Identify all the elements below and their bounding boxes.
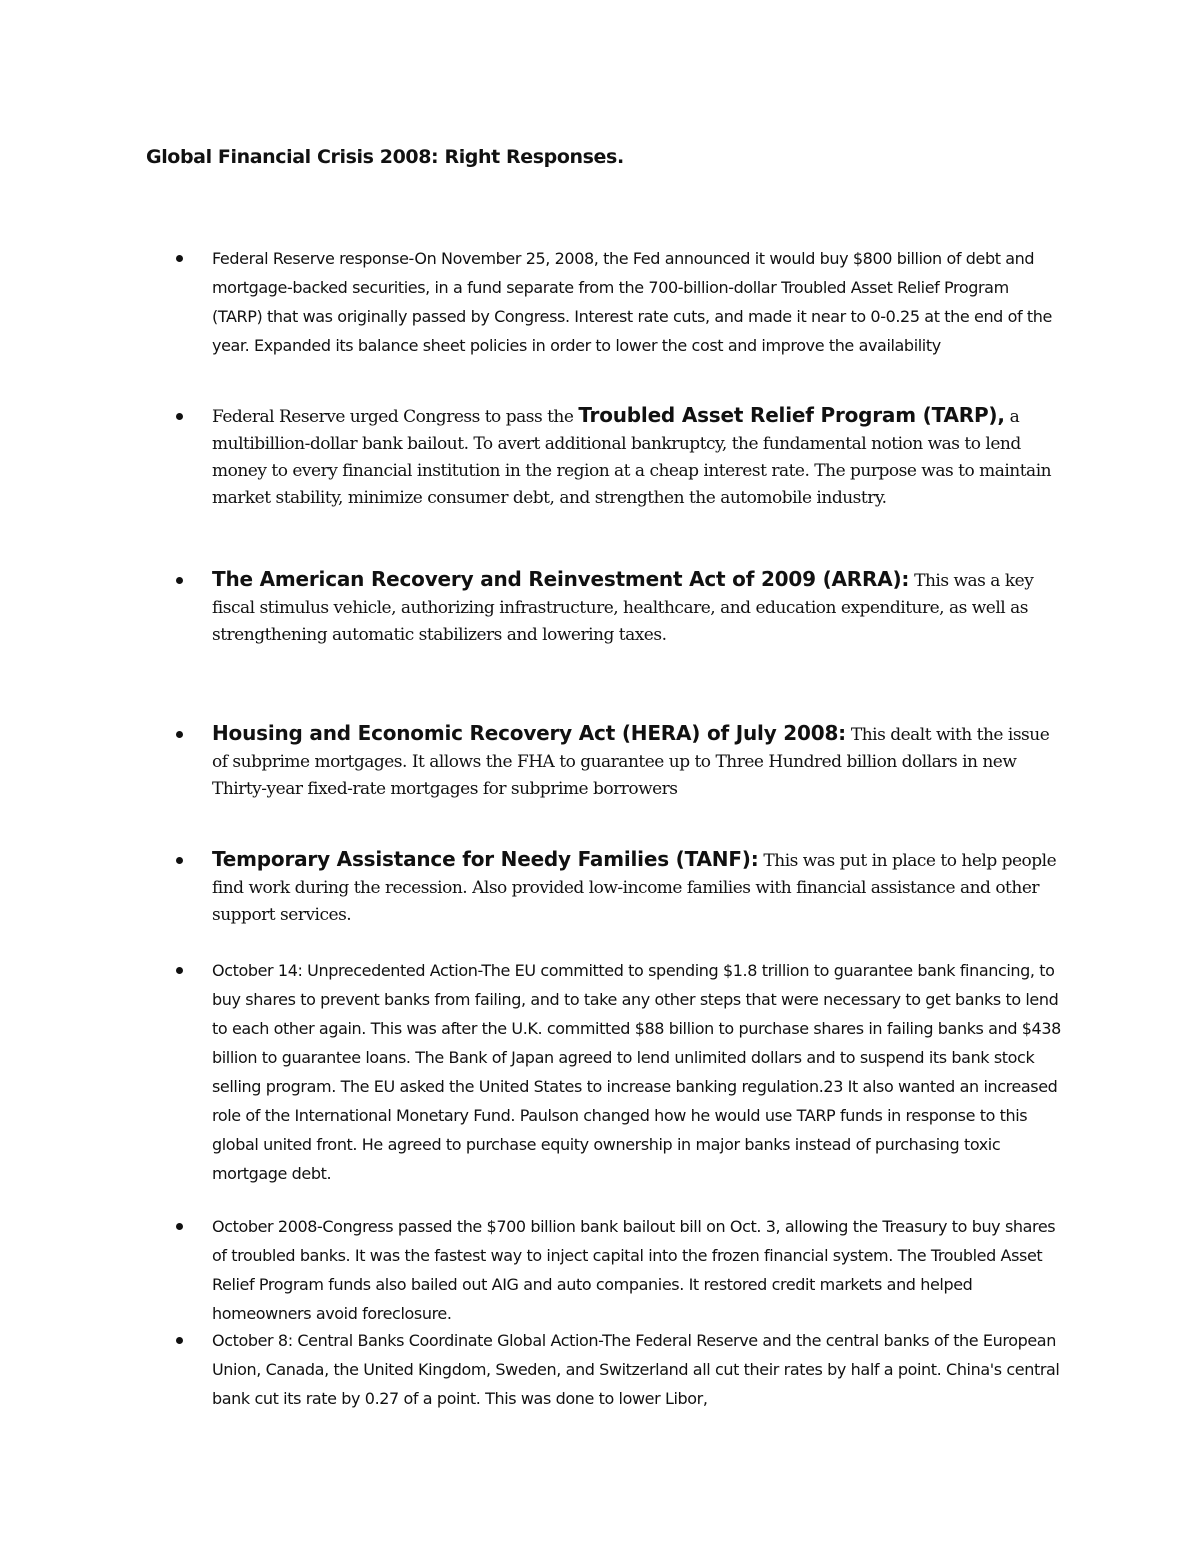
bullet-icon [176,1223,183,1230]
item-heading: Temporary Assistance for Needy Families (TANF): [212,847,759,871]
item-text: October 14: Unprecedented Action-The EU committed to spending $1.8 trillion to guarantee bank financing, to buy shares to prevent banks from failing, and to take any other steps that were necessary to get banks to lend to each other again. This was after the U.K. committed $88 billion to purchase shares in failing banks and $438 billion to guarantee loans. The Bank of Japan agreed to lend unlimited dollars and to suspend its bank stock selling program. The EU asked the United States to increase banking regulation.23 It also wanted an increased role of the International Monetary Fund. Paulson changed how he would use TARP funds in response to this global united front. He agreed to purchase equity ownership in major banks instead of purchasing toxic mortgage debt. [212,961,1061,1183]
item-text: a multibillion-dollar bank bailout. To avert additional bankruptcy, the fundamental notion was to lend money to every financial institution in the region at a cheap interest rate. The purpose was to maintain market stability, minimize consumer debt, and strengthen the automobile industry. [212,407,1052,508]
item-heading: The American Recovery and Reinvestment Act of 2009 (ARRA): [212,567,910,591]
bullet-icon [176,255,183,262]
item-text: October 8: Central Banks Coordinate Global Action-The Federal Reserve and the central banks of the European Union, Canada, the United Kingdom, Sweden, and Switzerland all cut their rates by half a point. China's central bank cut its rate by 0.27 of a point. This was done to lower Libor, [212,1331,1060,1408]
item-text: This was a key fiscal stimulus vehicle, authorizing infrastructure, healthcare, and education expenditure, as well as strengthening automatic stabilizers and lowering taxes. [212,571,1034,645]
list-item-october-2008 [212,1212,1062,1328]
item-heading: Housing and Economic Recovery Act (HERA) of July 2008: [212,721,846,745]
list-item-arra [212,566,1062,649]
item-text: This dealt with the issue of subprime mortgages. It allows the FHA to guarantee up to Three Hundred billion dollars in new Thirty-year fixed-rate mortgages for subprime borrowers [212,725,1050,799]
bullet-icon [176,731,183,738]
item-text: October 2008-Congress passed the $700 billion bank bailout bill on Oct. 3, allowing the Treasury to buy shares of troubled banks. It was the fastest way to inject capital into the frozen financial system. The Troubled Asset Relief Program funds also bailed out AIG and auto companies. It restored credit markets and helped homeowners avoid foreclosure. [212,1217,1056,1323]
item-text: This was put in place to help people find work during the recession. Also provided low-income families with financial assistance and other support services. [212,851,1057,925]
bullet-icon [176,967,183,974]
list-item-october-14 [212,956,1062,1188]
item-text: Federal Reserve response-On November 25, 2008, the Fed announced it would buy $800 billion of debt and mortgage-backed securities, in a fund separate from the 700-billion-dollar Troubled Asset Relief Program (TARP) that was originally passed by Congress. Interest rate cuts, and made it near to 0-0.25 at the end of the year. Expanded its balance sheet policies in order to lower the cost and improve the availability [212,249,1052,355]
item-heading: Troubled Asset Relief Program (TARP), [578,403,1005,427]
list-item-tanf [212,846,1062,929]
list-item-october-8 [212,1326,1062,1413]
list-item-tarp [212,402,1062,512]
bullet-icon [176,413,183,420]
page-title: Global Financial Crisis 2008: Right Responses. [146,146,624,168]
list-item-fed-reserve-response [212,244,1062,360]
list-item-hera [212,720,1062,803]
bullet-icon [176,857,183,864]
bullet-icon [176,1337,183,1344]
bullet-icon [176,577,183,584]
item-lead: Federal Reserve urged Congress to pass the [212,407,579,427]
